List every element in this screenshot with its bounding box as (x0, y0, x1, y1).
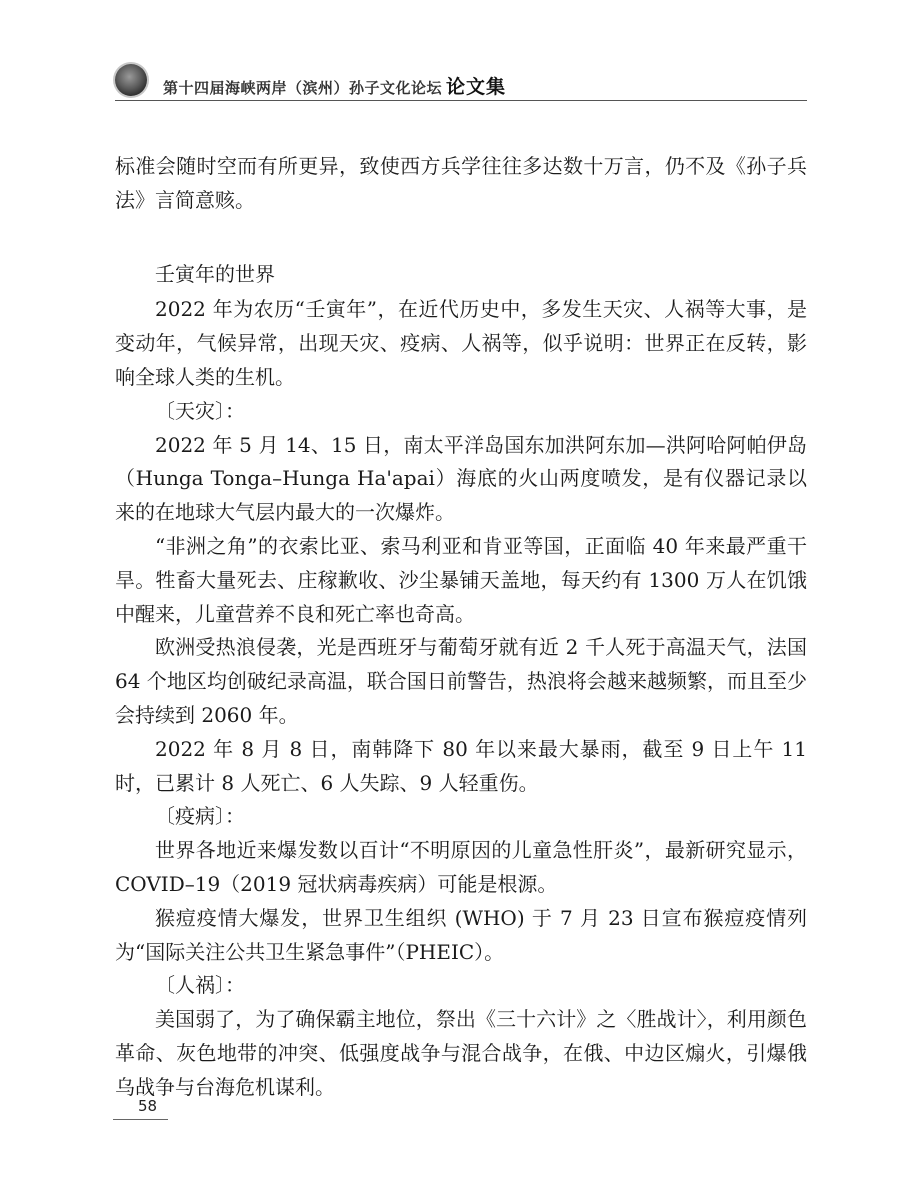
page-number: 58 (138, 1097, 158, 1115)
header-title-text: 第十四届海峡两岸（滨州）孙子文化论坛 (163, 79, 443, 97)
paragraph: 世界各地近来爆发数以百计“不明原因的儿童急性肝炎”，最新研究显示，COVID–19（2019 冠状病毒疾病）可能是根源。 (115, 838, 807, 896)
section-heading: 壬寅年的世界 (155, 261, 275, 286)
paragraph: 欧洲受热浪侵袭，光是西班牙与葡萄牙就有近 2 千人死于高温天气，法国 64 个地区均创破纪录高温，联合国日前警告，热浪将会越来越频繁，而且至少会持续到 2060 年。 (115, 635, 807, 727)
category-tag-natural-disasters: 〔天灾〕： (155, 398, 245, 423)
paragraph: 2022 年为农历“壬寅年”，在近代历史中，多发生天灾、人祸等大事，是变动年，气候异常，出现天灾、疫病、人祸等，似乎说明：世界正在反转，影响全球人类的生机。 (115, 297, 807, 389)
paragraph: “非洲之角”的衣索比亚、索马利亚和肯亚等国，正面临 40 年来最严重干旱。牲畜大量死去、庄稼歉收、沙尘暴铺天盖地，每天约有 1300 万人在饥饿中醒来，儿童营养不良和死亡率也奇高。 (115, 533, 807, 626)
body-text (115, 150, 807, 1105)
header-title-emphasis: 论文集 (446, 76, 507, 98)
header-divider (115, 100, 807, 101)
paragraph: 猴痘疫情大爆发，世界卫生组织 (WHO) 于 7 月 23 日宣布猴痘疫情列为“国际关注公共卫生紧急事件”（PHEIC）。 (115, 905, 807, 964)
category-tag-epidemics: 〔疫病〕： (155, 804, 245, 829)
footer-divider (113, 1119, 168, 1120)
emblem-icon (115, 64, 147, 96)
running-header (115, 62, 807, 100)
paragraph-continued: 标准会随时空而有所更异，致使西方兵学往往多达数十万言，仍不及《孙子兵法》言简意赅。 (115, 154, 807, 212)
paragraph: 美国弱了，为了确保霸主地位，祭出《三十六计》之〈胜战计〉，利用颜色革命、灰色地带的冲突、低强度战争与混合战争，在俄、中边区煽火，引爆俄乌战争与台海危机谋利。 (115, 1007, 807, 1099)
category-tag-human-disasters: 〔人祸〕： (155, 973, 245, 998)
header-title (163, 72, 506, 99)
paragraph: 2022 年 5 月 14、15 日，南太平洋岛国东加洪阿东加—洪阿哈阿帕伊岛（Hunga Tonga–Hunga Ha'apai）海底的火山两度喷发，是有仪器记录以来的在地球大气层内最大的一次爆炸。 (115, 432, 807, 525)
paragraph: 2022 年 8 月 8 日，南韩降下 80 年以来最大暴雨，截至 9 日上午 11 时，已累计 8 人死亡、6 人失踪、9 人轻重伤。 (115, 736, 807, 795)
